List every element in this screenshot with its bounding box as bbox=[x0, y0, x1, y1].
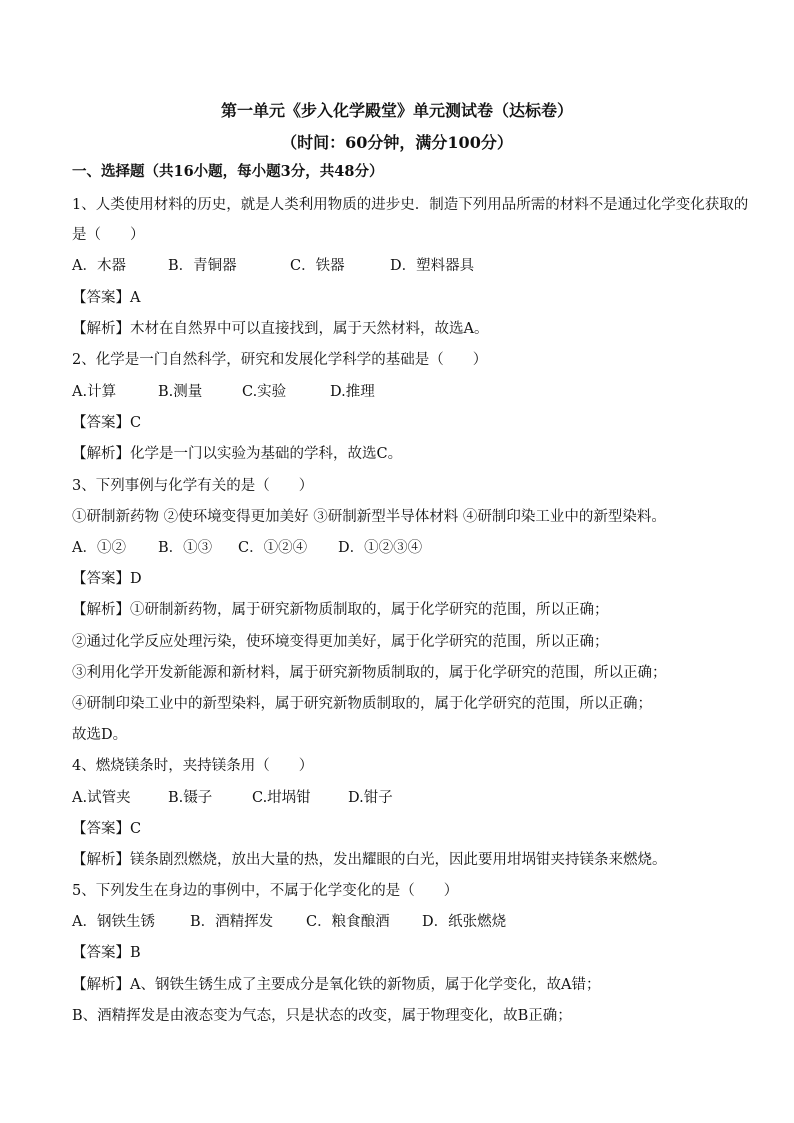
option-d: D．①②③④ bbox=[338, 540, 423, 556]
question-3-stem: 3、下列事例与化学有关的是（ ） bbox=[72, 478, 314, 494]
question-1-stem-cont: 是（ ） bbox=[72, 227, 145, 243]
question-4-options bbox=[72, 788, 732, 808]
question-3-items: ①研制新药物 ②使环境变得更加美好 ③研制新型半导体材料 ④研制印染工业中的新型染料。 bbox=[72, 509, 666, 525]
question-1-answer: 【答案】A bbox=[72, 290, 141, 306]
option-a: A.计算 bbox=[72, 384, 117, 400]
option-a: A．钢铁生锈 bbox=[72, 914, 155, 930]
option-c: C.实验 bbox=[242, 384, 287, 400]
question-3-analysis: 【解析】①研制新药物，属于研究新物质制取的，属于化学研究的范围，所以正确； bbox=[72, 602, 609, 618]
question-2-options bbox=[72, 382, 732, 402]
question-5-analysis: 【解析】A、钢铁生锈生成了主要成分是氧化铁的新物质，属于化学变化，故A错； bbox=[72, 977, 601, 993]
exam-title: 第一单元《步入化学殿堂》单元测试卷（达标卷） bbox=[220, 101, 573, 120]
question-4-answer: 【答案】C bbox=[72, 821, 142, 837]
question-3-analysis: ②通过化学反应处理污染，使环境变得更加美好，属于化学研究的范围，所以正确； bbox=[72, 634, 609, 650]
question-5-analysis: B、酒精挥发是由液态变为气态，只是状态的改变，属于物理变化，故B正确； bbox=[72, 1008, 572, 1024]
option-b: B．①③ bbox=[158, 540, 213, 556]
question-2-stem: 2、化学是一门自然科学，研究和发展化学科学的基础是（ ） bbox=[72, 352, 488, 368]
option-b: B．青铜器 bbox=[168, 258, 237, 274]
question-3-answer: 【答案】D bbox=[72, 571, 142, 587]
option-b: B.测量 bbox=[158, 384, 203, 400]
option-c: C．粮食酿酒 bbox=[306, 914, 390, 930]
option-c: C．①②④ bbox=[238, 540, 308, 556]
question-4-stem: 4、燃烧镁条时，夹持镁条用（ ） bbox=[72, 758, 314, 774]
option-c: C．铁器 bbox=[290, 258, 345, 274]
question-3-analysis: ③利用化学开发新能源和新材料，属于研究新物质制取的，属于化学研究的范围，所以正确； bbox=[72, 665, 667, 681]
option-b: B.镊子 bbox=[168, 790, 213, 806]
question-4-analysis: 【解析】镁条剧烈燃烧，放出大量的热，发出耀眼的白光，因此要用坩埚钳夹持镁条来燃烧。 bbox=[72, 852, 667, 868]
option-a: A．木器 bbox=[72, 258, 126, 274]
question-5-stem: 5、下列发生在身边的事例中，不属于化学变化的是（ ） bbox=[72, 883, 459, 899]
option-d: D.推理 bbox=[330, 384, 375, 400]
option-c: C.坩埚钳 bbox=[252, 790, 311, 806]
question-1-analysis: 【解析】木材在自然界中可以直接找到，属于天然材料，故选A。 bbox=[72, 321, 489, 337]
section-heading: 一、选择题（共16小题，每小题3分，共48分） bbox=[72, 163, 384, 180]
option-a: A．①② bbox=[72, 540, 126, 556]
question-3-analysis: ④研制印染工业中的新型染料，属于研究新物质制取的，属于化学研究的范围，所以正确； bbox=[72, 696, 652, 712]
question-2-analysis: 【解析】化学是一门以实验为基础的学科，故选C。 bbox=[72, 446, 403, 462]
question-1-options bbox=[72, 256, 732, 276]
exam-time-info: （时间：60分钟，满分100分） bbox=[281, 133, 513, 152]
option-d: D.钳子 bbox=[348, 790, 393, 806]
question-5-options bbox=[72, 912, 732, 932]
question-3-options bbox=[72, 538, 732, 558]
question-3-analysis: 故选D。 bbox=[72, 727, 128, 743]
question-1-stem: 1、人类使用材料的历史，就是人类利用物质的进步史．制造下列用品所需的材料不是通过化学变化获取的 bbox=[72, 197, 749, 213]
option-d: D．塑料器具 bbox=[390, 258, 475, 274]
option-d: D．纸张燃烧 bbox=[422, 914, 507, 930]
question-2-answer: 【答案】C bbox=[72, 415, 142, 431]
option-a: A.试管夹 bbox=[72, 790, 131, 806]
question-5-answer: 【答案】B bbox=[72, 945, 141, 961]
option-b: B．酒精挥发 bbox=[190, 914, 274, 930]
